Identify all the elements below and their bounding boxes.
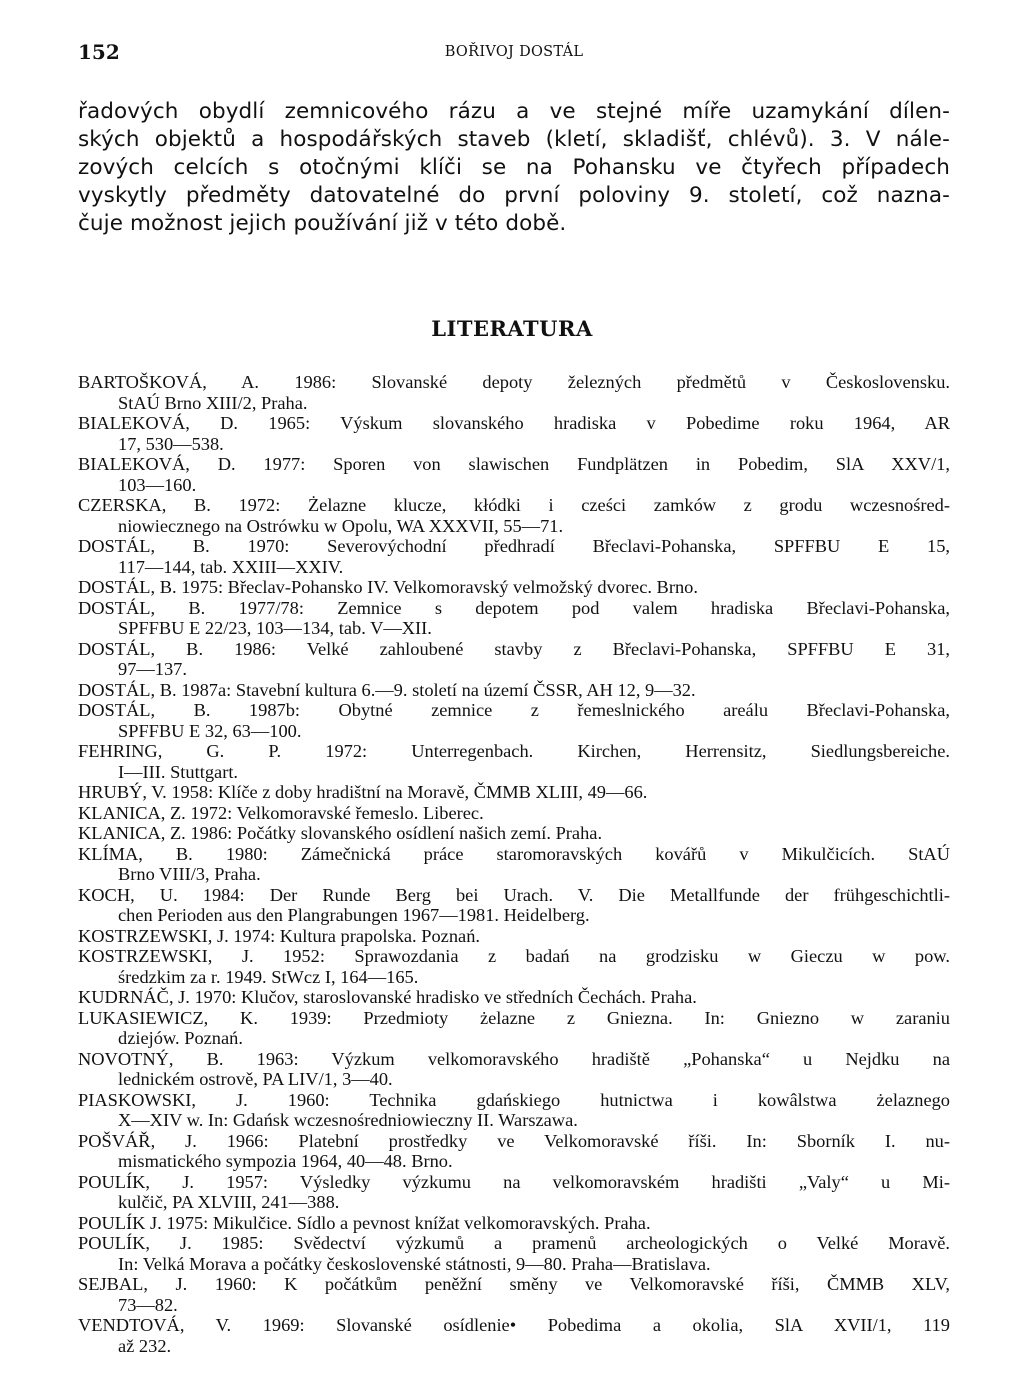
reference-line: DOSTÁL, B. 1975: Břeclav-Pohansko IV. Velkomoravský velmožský dvorec. Brno. (78, 577, 698, 597)
reference-line: PIASKOWSKI, J. 1960: Technika gdańskiego hutnictwa i kowâlstwa żelaznego (78, 1089, 950, 1110)
reference-line: HRUBÝ, V. 1958: Klíče z doby hradištní na Moravě, ČMMB XLIII, 49—66. (78, 782, 648, 802)
reference-entry (78, 495, 950, 536)
reference-line: POULÍK J. 1975: Mikulčice. Sídlo a pevnost knížat velkomoravských. Praha. (78, 1212, 651, 1233)
reference-continuation-line: 17, 530—538. (118, 433, 224, 454)
reference-entry (78, 577, 950, 598)
reference-continuation-line: až 232. (118, 1335, 172, 1356)
reference-line: NOVOTNÝ, B. 1963: Výzkum velkomoravského hradiště „Pohanska“ u Nejdku na (78, 1048, 950, 1069)
reference-entry (78, 1131, 950, 1172)
reference-continuation-line: 103—160. (118, 474, 197, 495)
reference-entry (78, 700, 950, 741)
reference-line: DOSTÁL, B. 1970: Severovýchodní předhradí Břeclavi-Pohanska, SPFFBU E 15, (78, 536, 950, 556)
reference-entry (78, 844, 950, 885)
reference-line: DOSTÁL, B. 1987a: Stavební kultura 6.—9. století na území ČSSR, AH 12, 9—32. (78, 679, 696, 700)
reference-line: KLANICA, Z. 1986: Počátky slovanského osídlení našich zemí. Praha. (78, 823, 603, 843)
intro-line: zových celcích s otočnými klíči se na Pohansku ve čtyřech případech (78, 155, 950, 180)
reference-entry (78, 639, 950, 680)
reference-continuation-line: chen Perioden aus den Plangrabungen 1967—1981. Heidelberg. (118, 905, 590, 925)
reference-entry (78, 1213, 950, 1234)
reference-continuation-line: 73—82. (118, 1294, 178, 1315)
reference-continuation-line: In: Velká Morava a počátky československé státnosti, 9—80. Praha—Bratislava. (118, 1253, 711, 1274)
reference-entry (78, 1172, 950, 1213)
reference-entry (78, 987, 950, 1008)
reference-continuation-line: 97—137. (118, 659, 187, 679)
reference-line: POŠVÁŘ, J. 1966: Platební prostředky ve Velkomoravské říši. In: Sborník I. nu- (78, 1130, 950, 1151)
reference-continuation-line: kulčič, PA XLVIII, 241—388. (118, 1192, 340, 1212)
reference-continuation-line: SPFFBU E 22/23, 103—134, tab. V—XII. (118, 618, 432, 638)
reference-entry (78, 413, 950, 454)
reference-entry (78, 536, 950, 577)
reference-continuation-line: X—XIV w. In: Gdańsk wczesnośredniowieczny II. Warszawa. (118, 1110, 578, 1130)
running-head-author: BOŘIVOJ DOSTÁL (444, 44, 584, 60)
reference-continuation-line: StAÚ Brno XIII/2, Praha. (118, 392, 308, 413)
reference-entry (78, 454, 950, 495)
reference-line: POULÍK, J. 1985: Svědectví výzkumů a pramenů archeologických o Velké Moravě. (78, 1233, 950, 1253)
reference-entry (78, 823, 950, 844)
reference-continuation-line: średzkim za r. 1949. StWcz I, 164—165. (118, 966, 419, 987)
reference-entry (78, 1274, 950, 1315)
intro-paragraph (78, 98, 950, 238)
reference-entry (78, 598, 950, 639)
reference-continuation-line: Brno VIII/3, Praha. (118, 864, 261, 884)
intro-line: řadových obydlí zemnicového rázu a ve stejné míře uzamykání dílen- (78, 99, 950, 124)
reference-line: KOSTRZEWSKI, J. 1952: Sprawozdania z badań na grodzisku w Gieczu w pow. (78, 946, 950, 966)
section-title-literatura: LITERATURA (431, 316, 593, 341)
reference-continuation-line: SPFFBU E 32, 63—100. (118, 720, 302, 741)
intro-line: ských objektů a hospodářských staveb (kletí, skladišť, chlévů). 3. V nále- (78, 127, 950, 152)
reference-entry (78, 803, 950, 824)
reference-line: DOSTÁL, B. 1986: Velké zahloubené stavby z Břeclavi-Pohanska, SPFFBU E 31, (78, 638, 950, 659)
reference-entry (78, 1049, 950, 1090)
reference-list (78, 372, 950, 1356)
intro-line: čuje možnost jejich používání již v této době. (78, 211, 567, 236)
reference-continuation-line: I—III. Stuttgart. (118, 761, 239, 782)
reference-entry (78, 885, 950, 926)
reference-line: DOSTÁL, B. 1987b: Obytné zemnice z řemeslnického areálu Břeclavi-Pohanska, (78, 700, 950, 720)
reference-line: LUKASIEWICZ, K. 1939: Przedmioty żelazne z Gniezna. In: Gniezno w zaraniu (78, 1007, 950, 1028)
reference-line: BIALEKOVÁ, D. 1977: Sporen von slawischen Fundplätzen in Pobedim, SlA XXV/1, (78, 454, 950, 474)
reference-line: KLÍMA, B. 1980: Zámečnická práce staromoravských kovářů v Mikulčicích. StAÚ (78, 843, 950, 864)
reference-entry (78, 1315, 950, 1356)
reference-line: POULÍK, J. 1957: Výsledky výzkumu na velkomoravském hradišti „Valy“ u Mi- (78, 1171, 950, 1192)
reference-continuation-line: 117—144, tab. XXIII—XXIV. (118, 556, 344, 577)
reference-line: BIALEKOVÁ, D. 1965: Výskum slovanského hradiska v Pobedime roku 1964, AR (78, 413, 950, 433)
reference-line: BARTOŠKOVÁ, A. 1986: Slovanské depoty železných předmětů v Československu. (78, 372, 950, 392)
reference-entry (78, 782, 950, 803)
reference-line: KUDRNÁČ, J. 1970: Klučov, staroslovanské hradisko ve středních Čechách. Praha. (78, 987, 697, 1007)
reference-entry (78, 680, 950, 701)
reference-entry (78, 926, 950, 947)
reference-line: VENDTOVÁ, V. 1969: Slovanské osídlenie• Pobedima a okolia, SlA XVII/1, 119 (78, 1315, 950, 1335)
reference-continuation-line: niowiecznego na Ostrówku w Opolu, WA XXXVII, 55—71. (118, 515, 564, 536)
reference-continuation-line: mismatického sympozia 1964, 40—48. Brno. (118, 1151, 453, 1171)
reference-line: KOSTRZEWSKI, J. 1974: Kultura prapolska. Poznań. (78, 925, 480, 946)
reference-entry (78, 1008, 950, 1049)
reference-continuation-line: lednickém ostrově, PA LIV/1, 3—40. (118, 1069, 393, 1089)
reference-entry (78, 372, 950, 413)
reference-entry (78, 1090, 950, 1131)
reference-entry (78, 741, 950, 782)
reference-line: KLANICA, Z. 1972: Velkomoravské řemeslo. Liberec. (78, 802, 484, 823)
page-number: 152 (78, 40, 120, 64)
reference-line: DOSTÁL, B. 1977/78: Zemnice s depotem pod valem hradiska Břeclavi-Pohanska, (78, 597, 950, 618)
reference-line: FEHRING, G. P. 1972: Unterregenbach. Kirchen, Herrensitz, Siedlungsbereiche. (78, 741, 950, 761)
intro-line: vyskytly předměty datovatelné do první poloviny 9. století, což nazna- (78, 183, 950, 208)
reference-line: KOCH, U. 1984: Der Runde Berg bei Urach. V. Die Metallfunde der frühgeschichtli- (78, 884, 950, 905)
reference-line: SEJBAL, J. 1960: K počátkům peněžní směny ve Velkomoravské říši, ČMMB XLV, (78, 1274, 950, 1294)
page-header (78, 40, 950, 68)
reference-entry (78, 1233, 950, 1274)
reference-continuation-line: dziejów. Poznań. (118, 1028, 243, 1048)
reference-line: CZERSKA, B. 1972: Żelazne klucze, kłódki i cześci zamków z grodu wczesnośred- (78, 495, 950, 515)
reference-entry (78, 946, 950, 987)
